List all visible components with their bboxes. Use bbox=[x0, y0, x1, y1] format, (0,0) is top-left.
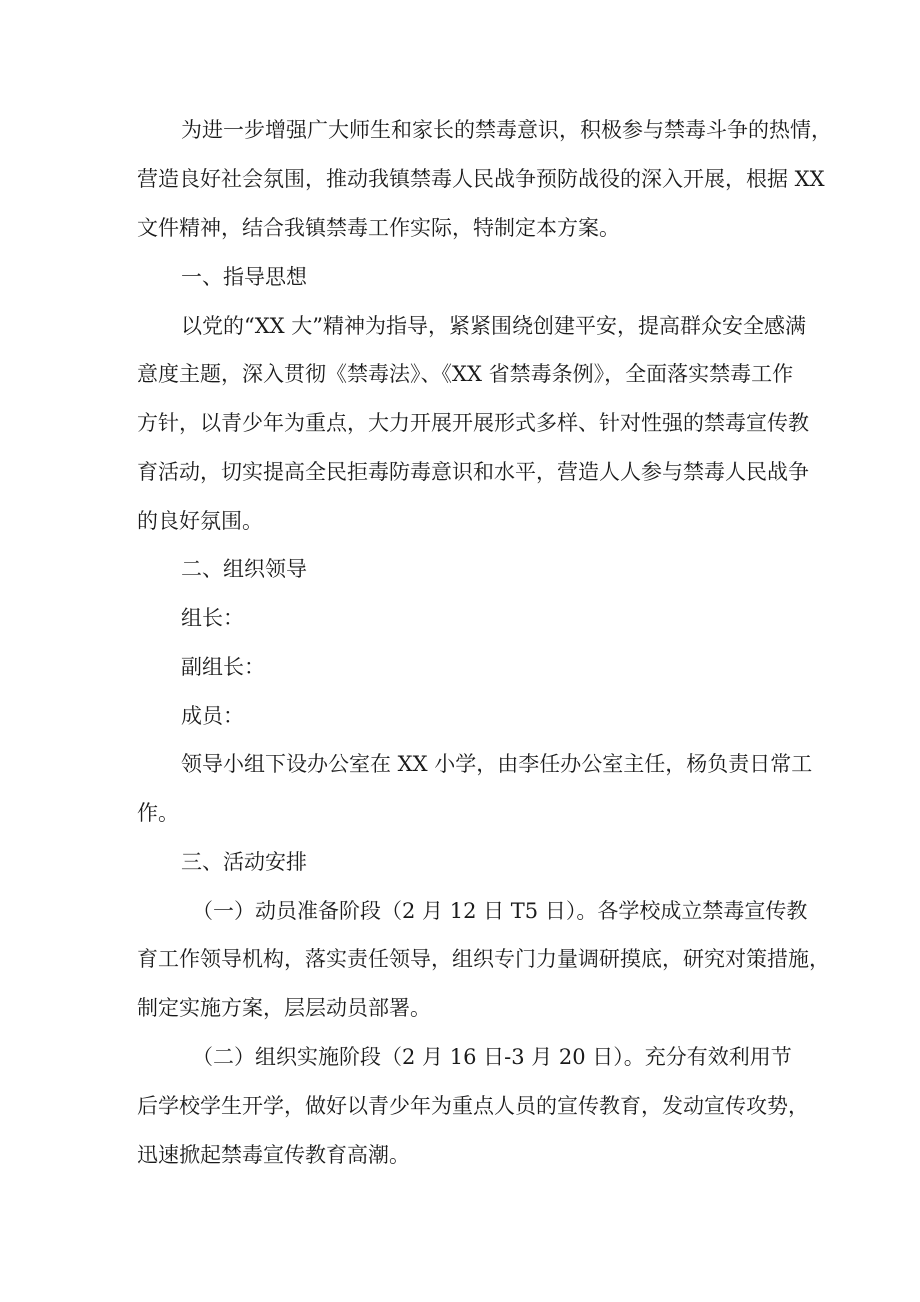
intro-line-2: 营造良好社会氛围，推动我镇禁毒人民战争预防战役的深入开展，根据 XX bbox=[137, 167, 825, 191]
section-3-heading: 三、活动安排 bbox=[181, 850, 307, 874]
members-label: 成员： bbox=[181, 704, 244, 728]
phase-1-line-3: 制定实施方案，层层动员部署。 bbox=[137, 996, 431, 1020]
section-2-heading: 二、组织领导 bbox=[181, 557, 307, 581]
deputy-leader-label: 副组长： bbox=[181, 655, 265, 679]
office-line-2: 作。 bbox=[137, 801, 179, 825]
section-1-line-4: 育活动，切实提高全民拒毒防毒意识和水平，营造人人参与禁毒人民战争 bbox=[137, 460, 809, 484]
section-1-heading: 一、指导思想 bbox=[181, 265, 307, 289]
phase-2-line-3: 迅速掀起禁毒宣传教育高潮。 bbox=[137, 1143, 410, 1167]
section-1-line-2: 意度主题，深入贯彻《禁毒法》、《XX 省禁毒条例》，全面落实禁毒工作 bbox=[137, 362, 794, 386]
group-leader-label: 组长： bbox=[181, 606, 244, 630]
intro-line-1: 为进一步增强广大师生和家长的禁毒意识，积极参与禁毒斗争的热情， bbox=[181, 118, 832, 142]
intro-line-3: 文件精神，结合我镇禁毒工作实际，特制定本方案。 bbox=[137, 216, 620, 240]
phase-2-line-1: （二）组织实施阶段（2 月 16 日-3 月 20 日）。充分有效利用节 bbox=[192, 1045, 792, 1069]
section-1-line-3: 方针，以青少年为重点，大力开展开展形式多样、针对性强的禁毒宣传教 bbox=[137, 411, 809, 435]
section-1-line-1: 以党的“XX 大”精神为指导，紧紧围绕创建平安，提高群众安全感满 bbox=[181, 314, 807, 338]
section-1-line-5: 的良好氛围。 bbox=[137, 509, 263, 533]
office-line-1: 领导小组下设办公室在 XX 小学，由李任办公室主任，杨负责日常工 bbox=[181, 752, 813, 776]
phase-2-line-2: 后学校学生开学，做好以青少年为重点人员的宣传教育，发动宣传攻势， bbox=[137, 1094, 809, 1118]
phase-1-line-2: 育工作领导机构，落实责任领导，组织专门力量调研摸底，研究对策措施， bbox=[137, 947, 830, 971]
phase-1-line-1: （一）动员准备阶段（2 月 12 日 T5 日）。各学校成立禁毒宣传教 bbox=[192, 899, 808, 923]
